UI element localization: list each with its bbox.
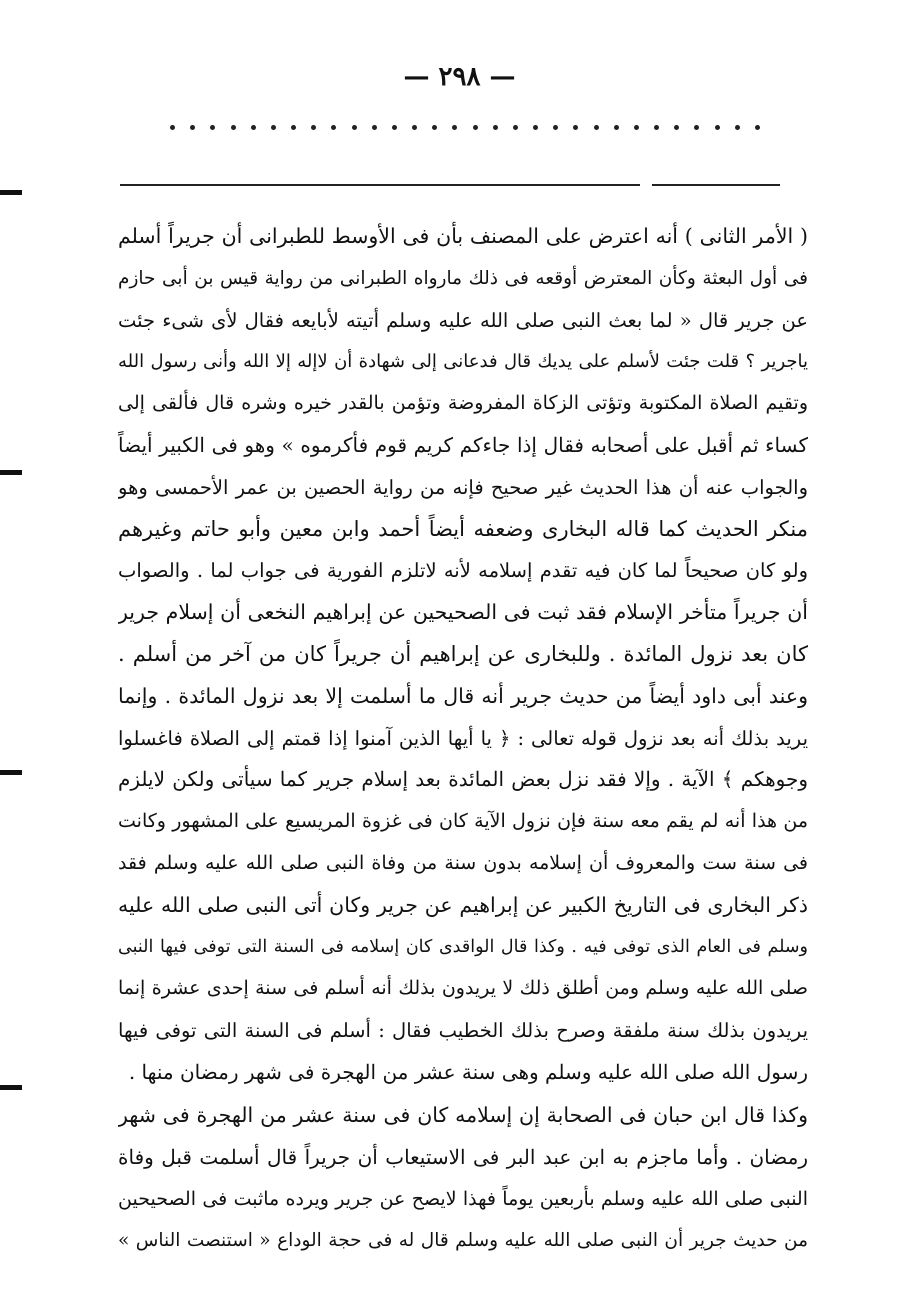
text-line: من حديث جرير أن النبى صلى الله عليه وسلم قال له فى حجة الوداع « استنصت الناس » <box>118 1230 808 1252</box>
text-line: وعند أبى داود أيضاً من حديث جرير أنه قال ما أسلمت إلا بعد نزول المائدة . وإنما <box>118 683 808 708</box>
separator-dot <box>372 125 377 130</box>
separator-dot <box>715 125 720 130</box>
text-line: فى أول البعثة وكأن المعترض أوقعه فى ذلك مارواه الطبرانى من رواية قيس بن أبى حازم <box>118 267 808 289</box>
text-line: رمضان . وأما ماجزم به ابن عبد البر فى الاستيعاب أن جريراً قال أسلمت قبل وفاة <box>118 1144 808 1169</box>
body-paragraph-2 <box>118 1095 808 1262</box>
dot-separator <box>170 125 760 130</box>
separator-dot <box>392 125 397 130</box>
text-line: صلى الله عليه وسلم ومن أطلق ذلك لا يريدون بذلك أنه أسلم فى سنة إحدى عشرة إنما <box>118 977 808 1000</box>
separator-dot <box>674 125 679 130</box>
separator-dot <box>473 125 478 130</box>
separator-dot <box>331 125 336 130</box>
text-line: يريدون بذلك سنة ملفقة وصرح بذلك الخطيب فقال : أسلم فى السنة التى توفى فيها <box>118 1019 808 1043</box>
text-line: وكذا قال ابن حبان فى الصحابة إن إسلامه كان فى سنة عشر من الهجرة فى شهر <box>118 1103 808 1127</box>
section-rule-short <box>652 184 780 186</box>
text-line: والجواب عنه أن هذا الحديث غير صحيح فإنه من رواية الحصين بن عمر الأحمسى وهو <box>118 475 808 499</box>
separator-dot <box>573 125 578 130</box>
separator-dot <box>190 125 195 130</box>
separator-dot <box>493 125 498 130</box>
text-line: وجوهكم ﴾ الآية . وإلا فقد نزل بعض المائدة بعد إسلام جرير كما سيأتى ولكن لايلزم <box>118 767 808 792</box>
section-rule <box>120 184 640 186</box>
separator-dot <box>553 125 558 130</box>
separator-dot <box>614 125 619 130</box>
text-line: ياجرير ؟ قلت جئت لأسلم على يديك قال فدعانى إلى شهادة أن لاإله إلا الله وأنى رسول الله <box>118 351 808 373</box>
separator-dot <box>210 125 215 130</box>
body-paragraph-1 <box>118 216 808 1094</box>
text-line: كساء ثم أقبل على أصحابه فقال إذا جاءكم كريم قوم فأكرموه » وهو فى الكبير أيضاً <box>118 432 808 457</box>
text-line: عن جرير قال « لما بعث النبى صلى الله عليه وسلم أتيته لأبايعه فقال لأى شىء جئت <box>118 308 808 332</box>
margin-mark <box>0 470 22 475</box>
text-line: فى سنة ست والمعروف أن إسلامه بدون سنة من وفاة النبى صلى الله عليه وسلم فقد <box>118 851 808 874</box>
separator-dot <box>170 125 175 130</box>
text-line: ذكر البخارى فى التاريخ الكبير عن إبراهيم عن جرير وكان أتى النبى صلى الله عليه <box>118 892 808 917</box>
text-line: ولو كان صحيحاً لما كان فيه تقدم إسلامه لأنه لاتلزم الفورية فى جواب لما . والصواب <box>118 559 808 583</box>
page-number: — ٢٩٨ — <box>403 62 516 92</box>
separator-dot <box>412 125 417 130</box>
separator-dot <box>634 125 639 130</box>
separator-dot <box>251 125 256 130</box>
separator-dot <box>352 125 357 130</box>
separator-dot <box>432 125 437 130</box>
text-line: وتقيم الصلاة المكتوبة وتؤتى الزكاة المفروضة وتؤمن بالقدر خيره وشره قال فألقى إلى <box>118 392 808 415</box>
separator-dot <box>755 125 760 130</box>
text-line: كان بعد نزول المائدة . وللبخارى عن إبراهيم أن جريراً كان من آخر من أسلم . <box>118 641 808 666</box>
text-line: أن جريراً متأخر الإسلام فقد ثبت فى الصحيحين عن إبراهيم النخعى أن إسلام جرير <box>118 600 808 625</box>
separator-dot <box>291 125 296 130</box>
margin-mark <box>0 1085 22 1090</box>
separator-dot <box>594 125 599 130</box>
separator-dot <box>231 125 236 130</box>
text-line: منكر الحديث كما قاله البخارى وضعفه أيضاً أحمد وابن معين وأبو حاتم وغيرهم <box>118 516 808 541</box>
text-line: من هذا أنه لم يقم معه سنة فإن نزول الآية كان فى غزوة المريسيع على المشهور وكانت <box>118 810 808 833</box>
separator-dot <box>513 125 518 130</box>
text-line: النبى صلى الله عليه وسلم بأربعين يوماً فهذا لايصح عن جرير ويرده ماثبت فى الصحيحين <box>118 1187 808 1210</box>
margin-mark <box>0 770 22 775</box>
separator-dot <box>654 125 659 130</box>
separator-dot <box>271 125 276 130</box>
text-line: ( الأمر الثانى ) أنه اعترض على المصنف بأن فى الأوسط للطبرانى أن جريراً أسلم <box>118 224 808 248</box>
separator-dot <box>533 125 538 130</box>
separator-dot <box>311 125 316 130</box>
text-line: رسول الله صلى الله عليه وسلم وهى سنة عشر من الهجرة فى شهر رمضان منها . <box>128 1059 808 1084</box>
separator-dot <box>452 125 457 130</box>
separator-dot <box>694 125 699 130</box>
separator-dot <box>735 125 740 130</box>
text-line: يريد بذلك أنه بعد نزول قوله تعالى : ﴿ يا أيها الذين آمنوا إذا قمتم إلى الصلاة فاغسلوا <box>118 726 808 750</box>
margin-mark <box>0 190 22 195</box>
text-line: وسلم فى العام الذى توفى فيه . وكذا قال الواقدى كان إسلامه فى السنة التى توفى فيها النبى <box>118 936 808 957</box>
